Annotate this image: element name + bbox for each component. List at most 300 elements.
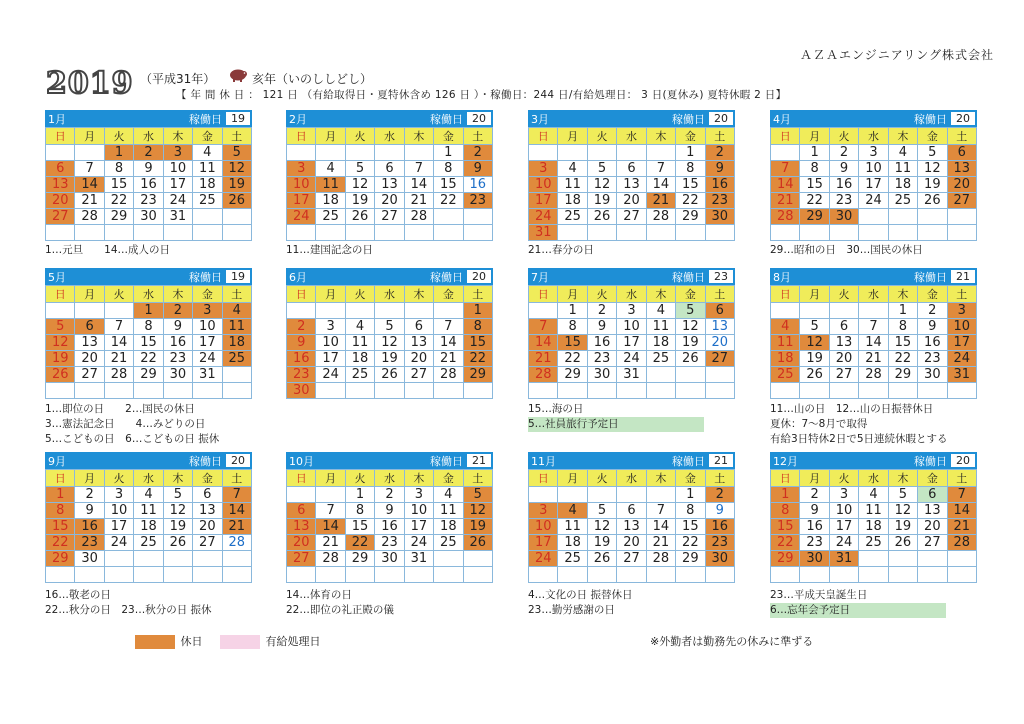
day-cell: 22 xyxy=(676,535,705,551)
day-cell: 25 xyxy=(134,535,163,551)
day-cell: 14 xyxy=(104,335,133,351)
day-cell: 8 xyxy=(134,319,163,335)
day-cell: 9 xyxy=(918,319,947,335)
weekday-header: 土 xyxy=(705,470,734,487)
day-cell: 26 xyxy=(163,535,192,551)
day-cell: 3 xyxy=(193,303,222,319)
weekday-header: 月 xyxy=(75,128,104,145)
day-cell: 16 xyxy=(163,335,192,351)
day-cell xyxy=(646,225,675,241)
legend-paid-leave xyxy=(220,633,321,649)
event-note: 6…忘年会予定日 xyxy=(770,603,946,618)
month-notes xyxy=(770,402,948,447)
day-cell xyxy=(75,303,104,319)
day-cell: 18 xyxy=(558,193,587,209)
day-cell: 30 xyxy=(705,209,734,225)
day-cell xyxy=(287,145,316,161)
day-cell: 26 xyxy=(676,351,705,367)
day-cell: 15 xyxy=(800,177,829,193)
day-cell xyxy=(75,145,104,161)
day-cell: 17 xyxy=(529,535,558,551)
day-cell: 13 xyxy=(375,177,404,193)
weekday-header: 木 xyxy=(163,286,192,303)
weekday-header: 金 xyxy=(676,128,705,145)
day-cell: 29 xyxy=(676,209,705,225)
day-cell: 4 xyxy=(316,161,345,177)
day-cell: 2 xyxy=(134,145,163,161)
day-cell: 14 xyxy=(646,519,675,535)
weekday-header: 水 xyxy=(375,470,404,487)
day-cell xyxy=(345,225,374,241)
day-cell: 22 xyxy=(104,193,133,209)
weekday-header: 月 xyxy=(800,470,829,487)
day-cell xyxy=(404,567,433,583)
day-cell: 13 xyxy=(617,519,646,535)
day-cell xyxy=(771,383,800,399)
day-cell: 15 xyxy=(46,519,75,535)
day-cell: 24 xyxy=(947,351,976,367)
day-cell xyxy=(705,367,734,383)
day-cell: 21 xyxy=(771,193,800,209)
work-days-count: 20 xyxy=(951,112,975,125)
day-cell: 26 xyxy=(918,193,947,209)
day-cell: 10 xyxy=(617,319,646,335)
month-notes xyxy=(770,588,946,618)
day-cell: 5 xyxy=(888,487,917,503)
weekday-header: 日 xyxy=(771,286,800,303)
day-cell: 2 xyxy=(918,303,947,319)
day-cell: 25 xyxy=(771,367,800,383)
day-cell xyxy=(947,567,976,583)
weekday-header: 日 xyxy=(529,128,558,145)
day-cell: 9 xyxy=(75,503,104,519)
work-days-label: 稼働日 xyxy=(430,270,463,284)
month-calendar xyxy=(528,452,735,583)
work-days-label: 稼働日 xyxy=(672,270,705,284)
annual-summary: 【 年 間 休 日 ： 121 日 （有給取得日・夏特休含め 126 日 ）・稼働日：244 日/有給処理日： 3 日(夏休み) 夏特休暇 2 日】 xyxy=(176,89,787,101)
day-cell: 9 xyxy=(587,319,616,335)
day-cell: 19 xyxy=(463,519,492,535)
day-cell: 30 xyxy=(705,551,734,567)
day-cell xyxy=(163,383,192,399)
work-days-count: 19 xyxy=(226,270,250,283)
day-cell: 27 xyxy=(193,535,222,551)
day-cell xyxy=(947,225,976,241)
day-cell: 28 xyxy=(859,367,888,383)
day-cell: 28 xyxy=(771,209,800,225)
day-cell: 23 xyxy=(587,351,616,367)
day-cell: 6 xyxy=(705,303,734,319)
day-cell: 21 xyxy=(646,193,675,209)
day-cell: 23 xyxy=(287,367,316,383)
month-table xyxy=(528,285,735,399)
day-cell: 16 xyxy=(705,519,734,535)
weekday-header: 日 xyxy=(771,128,800,145)
day-cell: 28 xyxy=(646,551,675,567)
weekday-header: 火 xyxy=(345,128,374,145)
day-cell: 14 xyxy=(529,335,558,351)
day-cell: 30 xyxy=(918,367,947,383)
day-cell: 6 xyxy=(617,161,646,177)
weekday-header: 木 xyxy=(163,470,192,487)
day-cell xyxy=(463,551,492,567)
weekday-header: 土 xyxy=(222,128,251,145)
day-cell: 26 xyxy=(888,535,917,551)
day-cell xyxy=(829,383,858,399)
day-cell: 7 xyxy=(316,503,345,519)
day-cell: 23 xyxy=(829,193,858,209)
day-cell xyxy=(222,209,251,225)
weekday-header: 金 xyxy=(918,470,947,487)
work-days-label: 稼働日 xyxy=(914,112,947,126)
day-cell: 20 xyxy=(193,519,222,535)
day-cell: 11 xyxy=(222,319,251,335)
day-cell: 6 xyxy=(918,487,947,503)
day-cell xyxy=(587,567,616,583)
day-cell xyxy=(947,551,976,567)
weekday-header: 月 xyxy=(316,470,345,487)
day-cell: 15 xyxy=(134,335,163,351)
day-cell: 15 xyxy=(463,335,492,351)
day-cell xyxy=(705,225,734,241)
month-table xyxy=(528,127,735,241)
day-cell xyxy=(587,145,616,161)
day-cell: 28 xyxy=(404,209,433,225)
day-cell: 24 xyxy=(404,535,433,551)
day-cell: 1 xyxy=(46,487,75,503)
day-cell xyxy=(193,383,222,399)
day-cell: 18 xyxy=(888,177,917,193)
day-cell: 12 xyxy=(463,503,492,519)
day-cell xyxy=(75,383,104,399)
day-cell xyxy=(193,551,222,567)
day-cell: 25 xyxy=(193,193,222,209)
day-cell: 18 xyxy=(222,335,251,351)
day-cell: 19 xyxy=(918,177,947,193)
day-cell: 18 xyxy=(134,519,163,535)
day-cell: 22 xyxy=(558,351,587,367)
day-cell: 29 xyxy=(104,209,133,225)
month-notes xyxy=(45,402,219,447)
month-name: 1月 xyxy=(48,112,66,126)
month-header xyxy=(45,452,252,469)
day-cell xyxy=(375,383,404,399)
day-cell: 7 xyxy=(947,487,976,503)
weekday-header: 月 xyxy=(800,286,829,303)
legend-holiday-label: 休日 xyxy=(180,635,203,648)
day-cell xyxy=(287,225,316,241)
holiday-note: 5…こどもの日 6…こどもの日 振休 xyxy=(45,433,220,445)
day-cell: 28 xyxy=(75,209,104,225)
day-cell xyxy=(222,551,251,567)
day-cell xyxy=(75,567,104,583)
month-table xyxy=(45,469,252,583)
day-cell: 24 xyxy=(617,351,646,367)
day-cell: 27 xyxy=(918,535,947,551)
day-cell: 21 xyxy=(222,519,251,535)
day-cell xyxy=(316,383,345,399)
day-cell xyxy=(134,383,163,399)
day-cell: 9 xyxy=(705,161,734,177)
day-cell xyxy=(617,567,646,583)
day-cell xyxy=(163,225,192,241)
month-header xyxy=(45,268,252,285)
day-cell: 20 xyxy=(705,335,734,351)
day-cell: 14 xyxy=(947,503,976,519)
day-cell xyxy=(888,209,917,225)
day-cell: 2 xyxy=(75,487,104,503)
day-cell: 9 xyxy=(829,161,858,177)
month-header xyxy=(286,268,493,285)
weekday-header: 日 xyxy=(46,470,75,487)
day-cell xyxy=(434,567,463,583)
day-cell: 29 xyxy=(345,551,374,567)
day-cell: 8 xyxy=(434,161,463,177)
weekday-header: 土 xyxy=(463,128,492,145)
legend-holiday xyxy=(135,633,203,649)
day-cell: 24 xyxy=(287,209,316,225)
day-cell: 8 xyxy=(888,319,917,335)
day-cell: 14 xyxy=(75,177,104,193)
day-cell: 19 xyxy=(888,519,917,535)
day-cell: 1 xyxy=(676,145,705,161)
day-cell: 23 xyxy=(705,193,734,209)
day-cell: 10 xyxy=(287,177,316,193)
day-cell xyxy=(222,383,251,399)
day-cell: 18 xyxy=(193,177,222,193)
day-cell: 18 xyxy=(558,535,587,551)
day-cell xyxy=(375,303,404,319)
day-cell xyxy=(316,145,345,161)
day-cell: 10 xyxy=(404,503,433,519)
day-cell: 30 xyxy=(134,209,163,225)
day-cell: 16 xyxy=(134,177,163,193)
weekday-header: 土 xyxy=(222,470,251,487)
weekday-header: 土 xyxy=(947,470,976,487)
day-cell: 27 xyxy=(617,209,646,225)
day-cell xyxy=(676,383,705,399)
day-cell: 3 xyxy=(404,487,433,503)
day-cell: 11 xyxy=(316,177,345,193)
day-cell: 12 xyxy=(587,519,616,535)
day-cell xyxy=(617,225,646,241)
day-cell: 16 xyxy=(287,351,316,367)
day-cell: 28 xyxy=(222,535,251,551)
day-cell: 29 xyxy=(134,367,163,383)
day-cell: 20 xyxy=(287,535,316,551)
day-cell: 18 xyxy=(434,519,463,535)
day-cell xyxy=(617,487,646,503)
day-cell: 11 xyxy=(859,503,888,519)
day-cell: 17 xyxy=(316,351,345,367)
holiday-note: 1…即位の日 2…国民の休日 xyxy=(45,403,195,415)
day-cell: 13 xyxy=(287,519,316,535)
month-calendar xyxy=(286,110,493,241)
weekday-header: 木 xyxy=(163,128,192,145)
weekday-header: 土 xyxy=(947,128,976,145)
month-notes xyxy=(45,588,212,618)
day-cell: 26 xyxy=(463,535,492,551)
day-cell: 7 xyxy=(859,319,888,335)
day-cell: 10 xyxy=(163,161,192,177)
day-cell: 27 xyxy=(75,367,104,383)
day-cell: 29 xyxy=(676,551,705,567)
day-cell: 5 xyxy=(587,161,616,177)
day-cell: 6 xyxy=(947,145,976,161)
day-cell: 2 xyxy=(587,303,616,319)
day-cell: 29 xyxy=(558,367,587,383)
day-cell: 6 xyxy=(404,319,433,335)
work-days-label: 稼働日 xyxy=(189,112,222,126)
month-header xyxy=(528,110,735,127)
day-cell: 9 xyxy=(134,161,163,177)
weekday-header: 月 xyxy=(558,128,587,145)
work-days-count: 20 xyxy=(709,112,733,125)
day-cell: 3 xyxy=(104,487,133,503)
day-cell: 7 xyxy=(434,319,463,335)
day-cell xyxy=(646,145,675,161)
day-cell xyxy=(134,225,163,241)
day-cell xyxy=(404,383,433,399)
weekday-header: 木 xyxy=(646,128,675,145)
day-cell: 16 xyxy=(918,335,947,351)
day-cell: 27 xyxy=(947,193,976,209)
day-cell: 6 xyxy=(829,319,858,335)
weekday-header: 火 xyxy=(829,470,858,487)
day-cell xyxy=(800,383,829,399)
day-cell: 10 xyxy=(829,503,858,519)
day-cell: 2 xyxy=(287,319,316,335)
day-cell: 31 xyxy=(163,209,192,225)
day-cell xyxy=(193,209,222,225)
day-cell: 10 xyxy=(529,519,558,535)
day-cell: 12 xyxy=(163,503,192,519)
day-cell: 4 xyxy=(558,503,587,519)
day-cell: 5 xyxy=(463,487,492,503)
day-cell: 28 xyxy=(104,367,133,383)
day-cell: 4 xyxy=(888,145,917,161)
day-cell: 11 xyxy=(193,161,222,177)
day-cell: 11 xyxy=(558,177,587,193)
month-calendar xyxy=(770,452,977,583)
day-cell: 25 xyxy=(888,193,917,209)
weekday-header: 木 xyxy=(646,286,675,303)
weekday-header: 日 xyxy=(46,286,75,303)
weekday-header: 水 xyxy=(617,128,646,145)
weekday-header: 日 xyxy=(287,128,316,145)
day-cell xyxy=(587,383,616,399)
day-cell xyxy=(463,209,492,225)
day-cell: 6 xyxy=(193,487,222,503)
day-cell: 11 xyxy=(646,319,675,335)
day-cell: 19 xyxy=(163,519,192,535)
day-cell: 5 xyxy=(46,319,75,335)
day-cell xyxy=(316,567,345,583)
work-days-count: 20 xyxy=(226,454,250,467)
month-name: 12月 xyxy=(773,454,798,468)
day-cell: 16 xyxy=(587,335,616,351)
day-cell: 19 xyxy=(800,351,829,367)
day-cell xyxy=(434,209,463,225)
work-days-count: 20 xyxy=(467,112,491,125)
weekday-header: 木 xyxy=(888,286,917,303)
day-cell: 4 xyxy=(558,161,587,177)
day-cell: 28 xyxy=(947,535,976,551)
day-cell: 26 xyxy=(800,367,829,383)
month-calendar xyxy=(286,268,493,399)
day-cell: 20 xyxy=(617,193,646,209)
day-cell xyxy=(375,145,404,161)
day-cell: 4 xyxy=(771,319,800,335)
day-cell: 13 xyxy=(617,177,646,193)
weekday-header: 金 xyxy=(434,470,463,487)
year-title: 2019 xyxy=(46,66,134,101)
day-cell xyxy=(46,383,75,399)
day-cell: 1 xyxy=(104,145,133,161)
day-cell: 4 xyxy=(134,487,163,503)
day-cell: 21 xyxy=(859,351,888,367)
weekday-header: 日 xyxy=(529,470,558,487)
day-cell xyxy=(316,487,345,503)
day-cell: 24 xyxy=(859,193,888,209)
day-cell: 16 xyxy=(800,519,829,535)
day-cell: 6 xyxy=(75,319,104,335)
day-cell xyxy=(771,567,800,583)
work-days-label: 稼働日 xyxy=(914,454,947,468)
day-cell: 13 xyxy=(404,335,433,351)
day-cell: 6 xyxy=(287,503,316,519)
event-note: 5…社員旅行予定日 xyxy=(528,417,704,432)
weekday-header: 木 xyxy=(888,128,917,145)
day-cell: 24 xyxy=(529,551,558,567)
weekday-header: 水 xyxy=(134,128,163,145)
month-calendar xyxy=(528,110,735,241)
day-cell: 31 xyxy=(947,367,976,383)
day-cell xyxy=(529,383,558,399)
day-cell: 11 xyxy=(558,519,587,535)
month-notes xyxy=(286,588,394,618)
day-cell: 28 xyxy=(529,367,558,383)
day-cell: 22 xyxy=(134,351,163,367)
day-cell: 17 xyxy=(287,193,316,209)
month-calendar xyxy=(45,452,252,583)
day-cell: 27 xyxy=(617,551,646,567)
day-cell: 31 xyxy=(617,367,646,383)
legend-paid-leave-label: 有給処理日 xyxy=(265,635,321,648)
day-cell: 29 xyxy=(888,367,917,383)
month-notes xyxy=(45,243,170,258)
day-cell xyxy=(947,383,976,399)
day-cell: 2 xyxy=(463,145,492,161)
day-cell: 21 xyxy=(75,193,104,209)
day-cell: 30 xyxy=(287,383,316,399)
day-cell xyxy=(193,225,222,241)
day-cell: 30 xyxy=(163,367,192,383)
day-cell: 12 xyxy=(46,335,75,351)
day-cell xyxy=(75,225,104,241)
month-calendar xyxy=(770,268,977,399)
day-cell: 21 xyxy=(404,193,433,209)
day-cell: 18 xyxy=(859,519,888,535)
month-notes xyxy=(286,243,373,258)
day-cell: 7 xyxy=(529,319,558,335)
weekday-header: 月 xyxy=(800,128,829,145)
day-cell xyxy=(316,303,345,319)
month-name: 9月 xyxy=(48,454,66,468)
day-cell: 22 xyxy=(463,351,492,367)
day-cell xyxy=(163,567,192,583)
day-cell xyxy=(404,145,433,161)
